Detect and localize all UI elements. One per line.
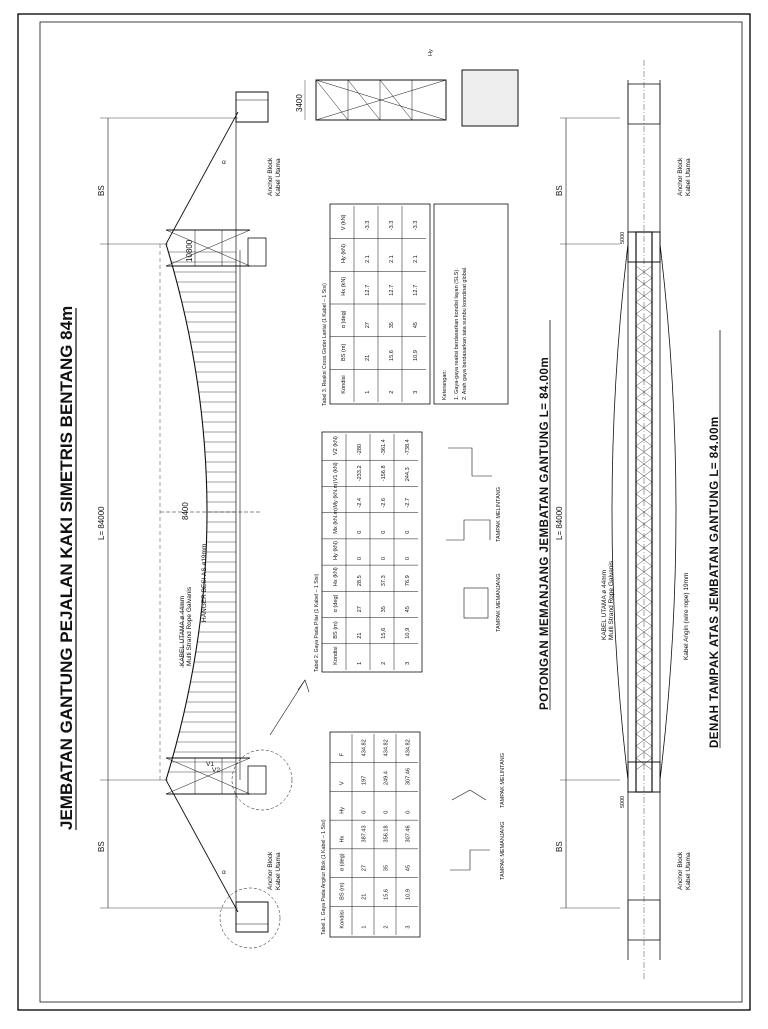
table-cell: 12.7 [388,284,395,296]
table-header-cell: BS (m) [339,882,346,900]
table-cell: 10,9 [405,889,412,900]
plan-main-cable-2: Multi Strand Rope Galvanis [608,560,615,640]
anchor-block-top [236,92,268,122]
table-header-cell: α (deg) [340,310,347,329]
table-cell: 434.82 [361,739,368,757]
table-cell: 37.3 [380,575,387,587]
table-cell: 28.5 [356,575,363,587]
table-cell: 76.9 [404,575,411,587]
table-header-cell: Hx [339,835,346,843]
detail-leader [270,680,305,735]
detail-circle [232,750,292,810]
table-cell: 21 [361,893,368,900]
table-cell: 2 [388,390,395,394]
table-cell: 0 [405,810,412,814]
backstay-top [166,112,238,244]
potongan-title: POTONGAN MEMANJANG JEMBATAN GANTUNG L= 84.00m [539,356,551,710]
table-cell: 0 [380,530,387,534]
table-cell: 35 [380,606,387,613]
v2-label: V2 [212,767,220,774]
tower-height-label: 10800 [185,239,194,262]
table-cell: -3.3 [388,220,395,231]
backstay-bottom [166,780,238,912]
table-cell: 387.43 [361,825,368,843]
tower-top [166,230,266,266]
wind-cable-label: Kabel Angin (wire rope) 19mm [683,572,690,660]
plan-anchor-top: Anchor Block [677,157,684,196]
tampak-melintang-2: TAMPAK MELINTANG [496,486,502,542]
wind-cable-left [612,244,628,780]
table-cell: -233.2 [356,465,363,482]
anchor-label-top: Anchor Block [267,157,274,196]
plan-view [560,60,676,980]
sag-label: 8400 [181,502,190,520]
table-cell: -3.3 [364,220,371,231]
table-cell: 197 [361,775,368,786]
inner-border [40,22,742,1002]
tampak-memanjang-1: TAMPAK MEMANJANG [500,821,506,880]
notes-line-2: 2. Arah gaya berdasarkan tata sumbu koordinat global. [462,266,468,400]
table-cell: 45 [412,322,419,329]
table-header-cell: V1 (kN) [332,462,339,482]
table-2-title: Tabel 2. Gaya Pada Pilar (1 Kabel – 1 Sisi) [314,573,320,672]
drawing-title: JEMBATAN GANTUNG PEJALAN KAKI SIMETRIS BENTANG 84m [57,305,76,830]
table-header-cell: Kondisi [339,910,346,929]
table-cell: 2 [380,661,387,665]
table-cell: 3 [405,925,412,929]
table-cell: 1 [364,390,371,394]
pier-block [462,70,518,126]
table-1 [321,732,420,937]
table-cell: 2.1 [412,255,419,263]
table-cell: -2.7 [404,497,411,508]
table-cell: 3 [404,661,411,665]
table-cell: -361.4 [380,439,387,456]
main-cable-label-1: KABEL UTAMA ø 44mm [179,595,186,666]
table-header-cell: Hy (kN) [340,244,347,263]
table-header-cell: Hx (kN) [340,276,347,296]
table-header-cell: α (deg) [339,853,346,872]
table-cell: 0 [356,556,363,560]
notes-line-1: 1. Gaya-gaya reaksi berdasarkan kondisi layan (SLS). [454,268,460,400]
plan-main-cable-1: KABEL UTAMA ø 44mm [601,569,608,640]
plan-kabel-bottom: Kabel Utama [685,852,692,890]
denah-title: DENAH TAMPAK ATAS JEMBATAN GANTUNG L= 84.00m [709,416,721,748]
table-cell: 10,9 [404,627,411,639]
anchor-label-bottom: Anchor Block [267,851,274,890]
table-cell: 434.82 [383,739,390,757]
table-3 [322,204,430,406]
table-header-cell: V2 (kN) [332,436,339,456]
table-cell: 307.46 [405,767,412,786]
table-cell: 0 [361,810,368,814]
table-cell: 0 [404,530,411,534]
table-cell: 27 [361,864,368,872]
table-cell: 21 [356,632,363,639]
plan-deck-truss [636,266,652,770]
table-1-title: Tabel 1. Gaya Pada Angkur Blok (1 Kabel – 1 Sisi) [321,819,327,935]
table-header-cell: V (kN) [340,214,347,231]
table-header-cell: BS (m) [332,621,339,639]
deck-width-label: 3400 [295,94,304,112]
anchor-block-bottom [220,888,280,948]
table-cell: 10,9 [412,350,419,361]
bs-label-bottom: BS [97,841,106,852]
table-header-cell: BS (m) [340,343,347,361]
table-cell: 307.46 [405,825,412,843]
table-cell: 15,6 [388,350,395,361]
table-cell: 434.82 [405,739,412,757]
table-cell: 27 [364,322,371,329]
table-header-cell: My (kN.m) [332,481,339,508]
table-header-cell: Hy (kN) [332,541,339,560]
table-cell: -3.3 [412,220,419,231]
table-cell: 15,6 [383,889,390,900]
tampak-memanjang-2: TAMPAK MEMANJANG [496,573,502,632]
plan-anchor-bottom: Anchor Block [677,851,684,890]
table-cell: 244.3 [404,467,411,482]
table-cell: -2.4 [356,497,363,508]
hanger-label: HANGER BESI AS ø19mm [201,543,208,622]
table-cell: 12.7 [412,284,419,296]
table-header-cell: Hy [339,806,346,814]
table-cell: -738.4 [404,439,411,456]
table-header-cell: Kondisi [332,646,339,665]
table-cell: -2.6 [380,497,387,508]
pylon-base-bottom: 5000 [620,795,626,808]
elevation-view [97,92,309,948]
table-cell: -280 [356,443,363,456]
table-2 [314,432,422,672]
plan-span-label: L= 84000 [555,506,564,540]
table-cell: 356.18 [383,825,390,843]
table-cell: 0 [404,556,411,560]
table-cell: 3 [412,390,419,394]
plan-kabel-top: Kabel Utama [685,158,692,196]
bs-label-top: BS [97,185,106,196]
hy-label: Hy [428,49,434,56]
table-header-cell: F [339,752,346,757]
table-cell: 35 [383,864,390,872]
table-cell: 45 [405,864,412,872]
span-label: L= 84000 [97,506,106,540]
cross-section-truss [295,49,518,126]
tower-bottom [166,758,266,794]
table-3-title: Tabel 3. Reaksi Cross Girder Lantai (1 Kabel – 1 Sisi) [322,283,328,406]
table-cell: 2.1 [364,255,371,263]
table-cell: 2.1 [388,255,395,263]
table-cell: 2 [383,925,390,929]
table-cell: 0 [380,556,387,560]
table-cell: 21 [364,354,371,361]
table-cell: 45 [404,606,411,613]
table-header-cell: V [339,781,346,786]
table-header-cell: α (deg) [332,594,339,613]
table-header-cell: Hx (kN) [332,567,339,587]
table-cell: 35 [388,322,395,329]
table-cell: 1 [356,661,363,665]
kabel-label-bottom: Kabel Utama [275,852,282,890]
table-cell: 0 [356,530,363,534]
v1-label: V1 [206,761,214,768]
plan-bs-top: BS [555,185,564,196]
alpha-top: α [222,159,226,166]
plan-bs-bottom: BS [555,841,564,852]
table-header-cell: Mx (kN.m) [332,508,339,534]
table-cell: 12.7 [364,284,371,296]
table-cell: 27 [356,606,363,613]
table-cell: 1 [361,925,368,929]
alpha-bottom: α [222,869,226,876]
outer-border [18,14,750,1010]
tampak-melintang-1: TAMPAK MELINTANG [500,752,506,808]
force-sketches [446,448,492,870]
table-header-cell: Kondisi [340,375,347,394]
wind-cable-right [660,244,676,780]
table-cell: 0 [383,810,390,814]
table-cell: -156.8 [380,465,387,482]
pylon-base-top: 5000 [620,231,626,244]
table-cell: 15,6 [380,627,387,639]
kabel-label-top: Kabel Utama [275,158,282,196]
table-cell: 249.4 [383,771,390,786]
main-cable-label-2: Multi Strand Rope Galvanis [186,586,193,666]
notes-heading: Keterangan: [442,370,448,400]
